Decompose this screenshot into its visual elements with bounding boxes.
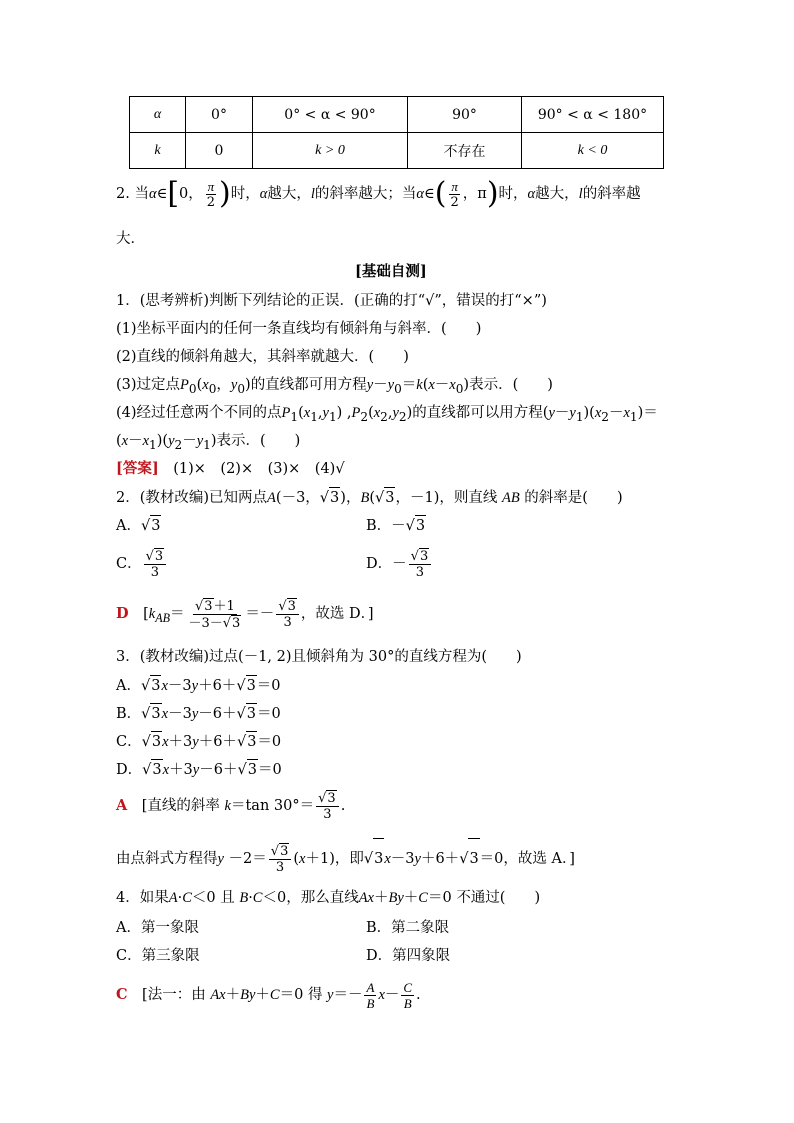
q2-option-d[interactable]: D．－ √ $\frac{3}{3}$ [366, 544, 433, 584]
q4-answer: C [法一：由 Ax＋By＋C＝0 得 y＝－ $\frac{A}{B}$ x－ $\frac{C}{B}$ . [116, 979, 421, 1011]
q1-item-1: (1)坐标平面内的任何一条直线均有倾斜角与斜率．( ) [116, 321, 482, 337]
text: 2. 当 [116, 186, 149, 202]
q3-option-b[interactable]: B．√ 3x－3y－6＋√ 3＝0 [116, 703, 281, 724]
section-title: [基础自测] [355, 263, 427, 280]
table-cell: k [130, 133, 186, 169]
symbol: α [148, 186, 157, 202]
table-cell: 90° [408, 97, 522, 133]
q3-option-a[interactable]: A．√ 3x－3y＋6＋√ 3＝0 [116, 675, 281, 696]
q2-stem: 2．(教材改编)已知两点A(－3，√ 3)，B(√ 3，－1)，则直线 AB 的斜率是( ) [116, 487, 623, 508]
q4-option-c[interactable]: C．第三象限 [116, 948, 200, 964]
q2-option-b[interactable]: B．－√ 3 [366, 515, 426, 536]
q3-answer-2: 由点斜式方程得y －2＝ √ $\frac{3}{3}$ (x＋1)，即√ 3x－3y＋6＋√ 3＝0，故选 A．] [116, 838, 575, 879]
slope-table [129, 96, 664, 169]
q3-answer: A [直线的斜率 k＝tan 30°＝ √ $\frac{3}{3}$ . [116, 786, 345, 826]
q3-option-d[interactable]: D．√ 3x＋3y－6＋√ 3＝0 [116, 759, 282, 780]
fraction: $\frac{\pi}{2}$ [206, 178, 216, 210]
table-row [130, 97, 664, 133]
table-cell: 0° < α < 90° [253, 97, 408, 133]
q2-option-a[interactable]: A．√ 3 [116, 515, 161, 536]
table-cell: 不存在 [408, 133, 522, 169]
table-cell: 90° < α < 180° [522, 97, 664, 133]
q1-stem: 1．(思考辨析)判断下列结论的正误．(正确的打“√”，错误的打“×”) [116, 293, 547, 309]
q4-option-a[interactable]: A．第一象限 [116, 920, 199, 936]
q4-stem: 4．如果A·C＜0 且 B·C＜0，那么直线Ax＋By＋C＝0 不通过( ) [116, 890, 541, 906]
q1-item-4-cont: $(x-x_1)(y_2-y_1)$表示．( ) [116, 433, 301, 452]
table-row [130, 133, 664, 169]
point-2-cont: 大． [116, 231, 145, 247]
text: 0， [179, 186, 203, 202]
table-cell: 0° [186, 97, 253, 133]
table-cell: 0 [186, 133, 253, 169]
point-2: 2. 当α∈[0， $\frac{\pi}{2}$ )时，α越大，l的斜率越大；当α∈( $\frac{\pi}{2}$ ，π)时，α越大，l的斜率越 [116, 176, 641, 211]
table-cell: k < 0 [522, 133, 664, 169]
table-cell: α [130, 97, 186, 133]
fraction: $\frac{\pi}{2}$ [450, 178, 459, 210]
q1-item-3: (3)过定点$P_0(x_0$，$y_0$)的直线都可用方程$y-y_0=k(x-x_0)$表示．( ) [116, 377, 553, 396]
answer-letter: D [116, 605, 129, 622]
q4-option-d[interactable]: D．第四象限 [366, 948, 451, 964]
q3-option-c[interactable]: C．√ 3x＋3y＋6＋√ 3＝0 [116, 731, 281, 752]
q1-item-4: (4)经过任意两个不同的点$P_1(x_1,y_1)$ $,P_2(x_2,y_2)$的直线都可以用方程$(y-y_1)(x_2-x_1)=$ [116, 405, 658, 424]
q2-answer: D [$k_{AB}=$ √ $\frac{3+1}{-3-√ 3}$ ＝－ √ $\frac{3}{3}$ ，故选 D．] [116, 594, 374, 638]
q1-answer: [答案] (1)× (2)× (3)× (4)√ [116, 460, 345, 477]
table-cell: k > 0 [253, 133, 408, 169]
symbol: ∈ [156, 186, 168, 202]
q2-option-c[interactable]: C． √ $\frac{3}{3}$ [116, 544, 168, 584]
q4-option-b[interactable]: B．第二象限 [366, 920, 450, 936]
answer-tag: [答案] [116, 460, 159, 477]
q3-stem: 3．(教材改编)过点(－1, 2)且倾斜角为 30°的直线方程为( ) [116, 649, 522, 665]
q1-item-2: (2)直线的倾斜角越大，其斜率就越大．( ) [116, 349, 409, 365]
text: 时， [230, 186, 260, 202]
answer-letter: A [116, 797, 128, 814]
answer-letter: C [116, 986, 128, 1003]
